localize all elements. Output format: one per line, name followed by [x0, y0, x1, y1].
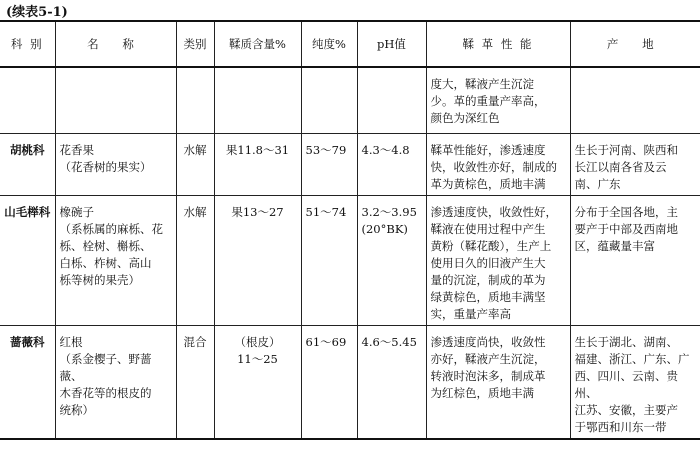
cell-purity: 51～74 [301, 195, 357, 325]
cell-purity: 61～69 [301, 325, 357, 439]
cell-name [55, 325, 176, 439]
tannin-table [0, 20, 700, 440]
cell-content [214, 325, 301, 439]
content-line: 11～25 [237, 351, 278, 366]
header-name: 名 称 [55, 21, 176, 67]
performance-line: 为红棕色，质地丰满 [430, 385, 534, 400]
performance-line: 绿黄棕色，质地丰满坚 [430, 289, 546, 304]
name-line: 花香果 [59, 142, 94, 157]
header-class: 类别 [176, 21, 214, 67]
header-ph: pH值 [357, 21, 426, 67]
cell-name [55, 67, 176, 133]
cell-performance [426, 133, 570, 195]
cell-name [55, 133, 176, 195]
table-row [0, 133, 700, 195]
header-content: 鞣质含量% [214, 21, 301, 67]
performance-line: 实，重量产率高 [430, 306, 511, 321]
performance-line: 革为黄棕色，质地丰满 [430, 176, 546, 191]
content-line: 果13～27 [231, 204, 284, 219]
performance-line: 渗透速度尚快，收敛性 [430, 334, 546, 349]
content-line: （根皮） [234, 334, 281, 349]
ph-line: 4.6～5.45 [361, 334, 417, 349]
cell-class: 混合 [176, 325, 214, 439]
origin-line: 要产于中部及西南地 [574, 221, 678, 236]
table-caption: (续表5-1) [6, 5, 68, 20]
name-line: （系栎属的麻栎、花 [59, 221, 163, 236]
origin-line: 生长于湖北、湖南、 [574, 334, 678, 349]
cell-origin [570, 133, 700, 195]
name-line: 栎等树的果壳） [59, 272, 140, 287]
cell-family [0, 67, 55, 133]
header-family: 科 别 [0, 21, 55, 67]
cell-content [214, 195, 301, 325]
origin-line: 于鄂西和川东一带 [574, 419, 667, 434]
name-line: （系金樱子、野蔷薇、 [59, 351, 152, 383]
cell-ph [357, 195, 426, 325]
cell-ph [357, 133, 426, 195]
cell-name [55, 195, 176, 325]
performance-line: 度大，鞣液产生沉淀 [430, 77, 534, 91]
cell-purity: 53～79 [301, 133, 357, 195]
cell-performance [426, 325, 570, 439]
cell-ph [357, 325, 426, 439]
performance-line: 亦好，鞣液产生沉淀， [430, 351, 546, 366]
header-row [0, 21, 700, 67]
continuation-row [0, 67, 700, 133]
header-origin: 产 地 [570, 21, 700, 67]
performance-line: 颜色为深红色 [430, 111, 500, 125]
cell-origin [570, 195, 700, 325]
table-row [0, 325, 700, 439]
origin-line: 江苏、安徽，主要产 [574, 402, 678, 417]
cell-family: 胡桃科 [0, 133, 55, 195]
performance-line: 少。革的重量产率高， [430, 94, 546, 108]
cell-content [214, 133, 301, 195]
performance-line: 使用日久的旧液产生大 [430, 255, 546, 270]
performance-line: 黄粉（鞣花酸），生产上 [430, 238, 552, 253]
performance-line: 渗透速度快，收敛性好， [430, 204, 557, 219]
content-line: 果11.8～31 [225, 142, 290, 157]
ph-line: (20°BK) [361, 221, 408, 236]
performance-line: 鞣革性能好，渗透速度 [430, 142, 546, 157]
name-line: 白栎、柞树、高山 [59, 255, 152, 270]
origin-line: 区，蕴藏量丰富 [574, 238, 655, 253]
origin-line: 西、四川、云南、贵州、 [574, 368, 678, 400]
cell-family: 蔷薇科 [0, 325, 55, 439]
origin-line: 分布于全国各地，主 [574, 204, 678, 219]
cell-class: 水解 [176, 195, 214, 325]
performance-line: 鞣液在使用过程中产生 [430, 221, 546, 236]
cell-origin [570, 325, 700, 439]
name-line: 橡碗子 [59, 204, 94, 219]
cell-class: 水解 [176, 133, 214, 195]
table-row [0, 195, 700, 325]
cell-performance [426, 195, 570, 325]
header-purity: 纯度% [301, 21, 357, 67]
performance-line: 快，收敛性亦好，制成的 [430, 159, 557, 174]
name-line: 统称） [59, 402, 94, 417]
cell-ph [357, 67, 426, 133]
ph-line: 4.3～4.8 [361, 142, 410, 157]
cell-class [176, 67, 214, 133]
cell-purity [301, 67, 357, 133]
origin-line: 福建、浙江、广东、广 [574, 351, 690, 366]
cell-content [214, 67, 301, 133]
name-line: 木香花等的根皮的 [59, 385, 152, 400]
performance-line: 量的沉淀，制成的革为 [430, 272, 546, 287]
performance-line: 转液时泡沫多，制成革 [430, 368, 546, 383]
origin-line: 南、广东 [574, 176, 621, 191]
name-line: 红根 [59, 334, 83, 349]
header-performance: 鞣 革 性 能 [426, 21, 570, 67]
ph-line: 3.2～3.95 [361, 204, 417, 219]
name-line: （花香树的果实） [59, 159, 152, 174]
cell-family: 山毛榉科 [0, 195, 55, 325]
origin-line: 生长于河南、陕西和 [574, 142, 678, 157]
cell-performance [426, 67, 570, 133]
cell-origin [570, 67, 700, 133]
origin-line: 长江以南各省及云 [574, 159, 667, 174]
name-line: 栎、栓树、槲栎、 [59, 238, 152, 253]
